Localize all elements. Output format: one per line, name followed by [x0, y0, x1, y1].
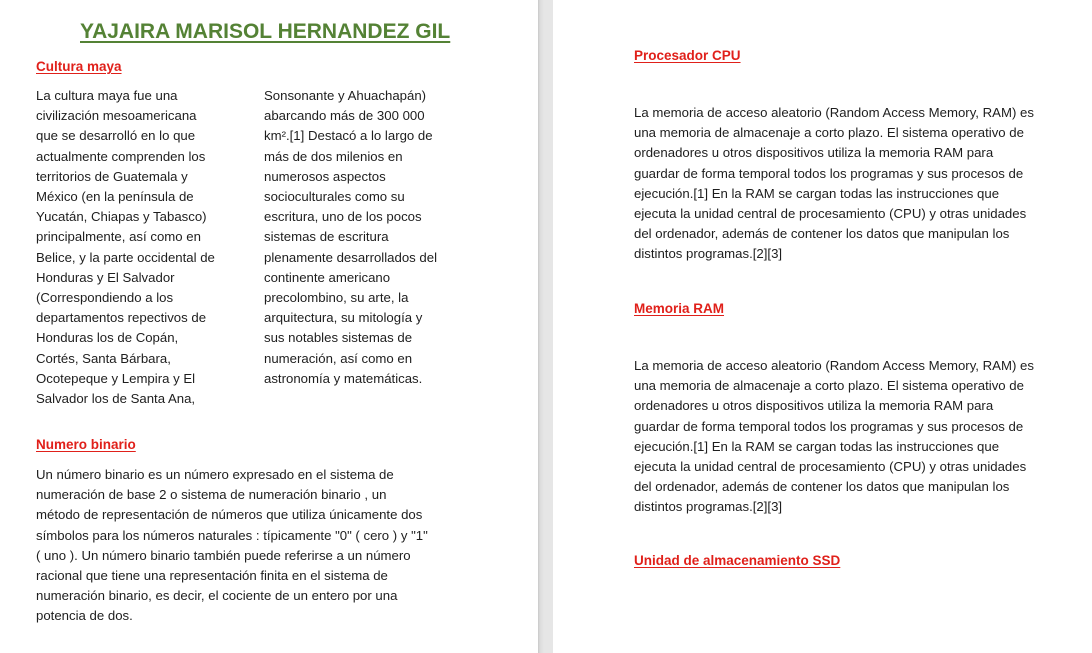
document-page-left[interactable] — [0, 0, 538, 653]
heading-procesador-cpu: Procesador CPU — [634, 48, 741, 63]
document-title: YAJAIRA MARISOL HERNANDEZ GIL — [80, 20, 451, 43]
heading-cultura-maya: Cultura maya — [36, 59, 122, 74]
cultura-maya-column-1: La cultura maya fue una civilización mesoamericana que se desarrolló en lo que actualmente comprenden los territorios de Guatemala y México (en la península de Yucatán, Chiapas y Tabasco) principalmente, así como en Belice, y la parte occidental de Honduras y El Salvador (Correspondiendo a los departamentos repectivos de Honduras los de Copán, Cortés, Santa Bárbara, Ocotepeque y Lempira y El Salvador los de Santa Ana, — [36, 88, 215, 407]
page-gutter — [538, 0, 553, 653]
document-page-right[interactable] — [553, 0, 1092, 653]
heading-unidad-ssd: Unidad de almacenamiento SSD — [634, 553, 841, 568]
cultura-maya-column-2: Sonsonante y Ahuachapán) abarcando más de 300 000 km².[1] Destacó a lo largo de más de dos milenios en numerosos aspectos socioculturales como su escritura, uno de los pocos sistemas de escritura plenamente desarrollados del continente americano precolombino, su arte, la arquitectura, su mitología y sus notables sistemas de numeración, así como en astronomía y matemáticas. — [264, 88, 438, 386]
heading-memoria-ram: Memoria RAM — [634, 301, 725, 316]
memoria-ram-paragraph: La memoria de acceso aleatorio (Random Access Memory, RAM) es una memoria de almacenaje a corto plazo. El sistema operativo de ordenadores u otros dispositivos utiliza la memoria RAM para guardar de forma temporal todos los programas y sus procesos de ejecución.[1] En la RAM se cargan todas las instrucciones que ejecuta la unidad central de procesamiento (CPU) y otras unidades del ordenador, además de contener los datos que manipulan los distintos programas.[2][3] — [634, 358, 1034, 515]
procesador-cpu-paragraph: La memoria de acceso aleatorio (Random Access Memory, RAM) es una memoria de almacenaje a corto plazo. El sistema operativo de ordenadores u otros dispositivos utiliza la memoria RAM para guardar de forma temporal todos los programas y sus procesos de ejecución.[1] En la RAM se cargan todas las instrucciones que ejecuta la unidad central de procesamiento (CPU) y otras unidades del ordenador, además de contener los datos que manipulan los distintos programas.[2][3] — [634, 105, 1034, 262]
numero-binario-paragraph: Un número binario es un número expresado en el sistema de numeración de base 2 o sistema de numeración binario , un método de representación de números que utiliza únicamente dos símbolos para los números naturales : típicamente "0" ( cero ) y "1" ( uno ). Un número binario también puede referirse a un número racional que tiene una representación finita en el sistema de numeración binario, es decir, el cociente de un entero por una potencia de dos. — [36, 467, 428, 624]
heading-numero-binario: Numero binario — [36, 437, 136, 452]
